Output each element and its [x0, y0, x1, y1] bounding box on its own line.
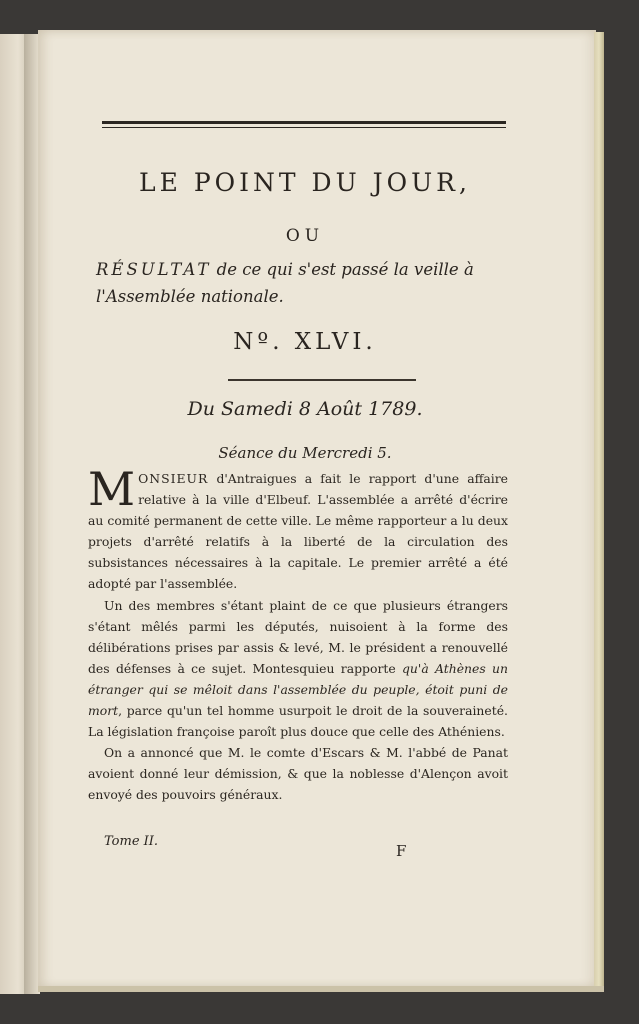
subtitle: [96, 256, 516, 310]
article-body: [88, 462, 508, 806]
paragraph-2-quote: qu'à Athènes un étranger qui se mêloit dans l'assemblée du peuple, étoit puni de mort: [88, 660, 508, 719]
paragraph-3: On a annoncé que M. le comte d'Escars & M. l'abbé de Panat avoient donné leur démission, & que la noblesse d'Alençon avoit envoyé des pouvoirs généraux.: [88, 745, 508, 803]
paragraph-1: [88, 462, 508, 595]
top-rule: [102, 121, 506, 128]
paragraph-2-text-b: , parce qu'un tel homme usurpoit le droit de la souveraineté. La législation françoise paroît plus douce que celle des Athéniens.: [88, 703, 508, 740]
issue-number: Nº. XLVI.: [233, 329, 377, 355]
paragraph-1-smallcaps: ONSIEUR: [138, 471, 209, 486]
ornamental-rule: [228, 379, 416, 381]
drop-cap: M: [88, 462, 136, 516]
issue-date: Du Samedi 8 Août 1789.: [187, 398, 423, 420]
page-fore-edge: [594, 32, 604, 986]
page-title: LE POINT DU JOUR,: [139, 168, 471, 197]
page-bottom-edge: [38, 986, 604, 992]
paragraph-2-text-a: Un des membres s'étant plaint de ce que plusieurs étrangers s'étant mêlés parmi les députés, nuisoient à la forme des délibérations prises par assis & levé, M. le président a renouvellé des défenses à ce sujet. Montesquieu rapporte: [88, 597, 508, 676]
paragraph-1-text: d'Antraigues a fait le rapport d'une affaire relative à la ville d'Elbeuf. L'assemblée a arrêté d'écrire au comité permanent de cette ville. Le même rapporteur a lu deux projets d'arrêté relatifs à la liberté de la circulation des subsistances nécessaires à la capitale. Le premier arrêté a été adopté par l'assemblée.: [88, 471, 508, 592]
title-conjunction: OU: [285, 226, 325, 246]
paragraph-2: [88, 595, 508, 743]
subtitle-line-2: l'Assemblée nationale.: [96, 287, 284, 306]
subtitle-line-1-rest: de ce qui s'est passé la veille à: [211, 260, 474, 279]
volume-label: Tome II.: [104, 834, 159, 849]
session-heading: Séance du Mercredi 5.: [218, 444, 392, 462]
subtitle-line-1: [96, 256, 516, 283]
signature-mark: F: [396, 842, 407, 860]
subtitle-resultat: RÉSULTAT: [96, 260, 212, 279]
